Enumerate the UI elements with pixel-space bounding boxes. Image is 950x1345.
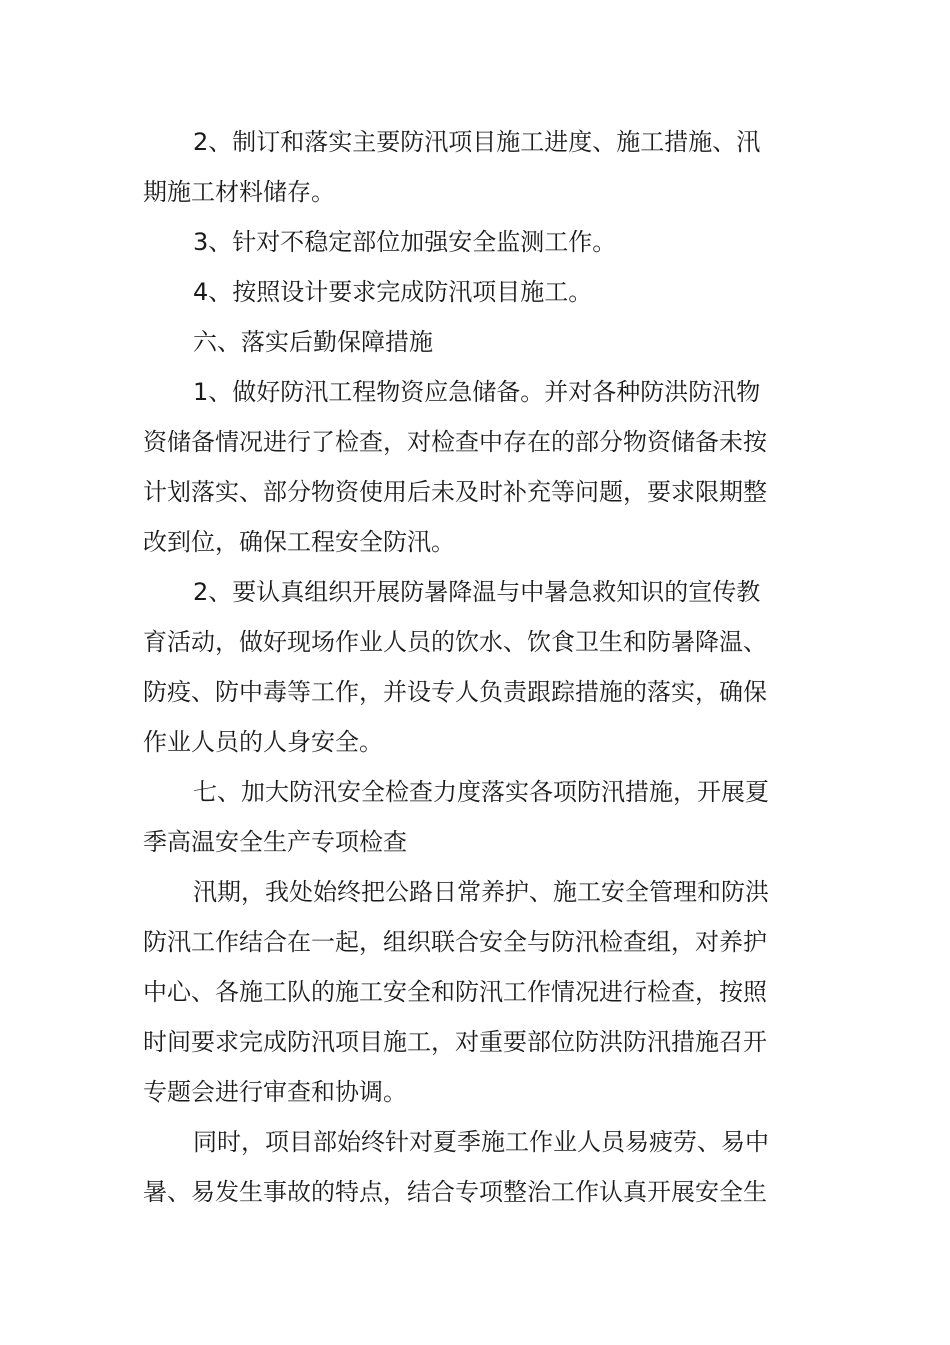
text-line: 作业人员的人身安全。 <box>143 728 383 756</box>
text-line: 汛期，我处始终把公路日常养护、施工安全管理和防洪 <box>193 878 769 906</box>
text-line: 3、针对不稳定部位加强安全监测工作。 <box>193 228 617 256</box>
text-line: 期施工材料储存。 <box>143 178 335 206</box>
text-line: 4、按照设计要求完成防汛项目施工。 <box>193 278 593 306</box>
text-line: 中心、各施工队的施工安全和防汛工作情况进行检查，按照 <box>143 978 767 1006</box>
text-line: 暑、易发生事故的特点，结合专项整治工作认真开展安全生 <box>143 1178 767 1206</box>
text-line: 资储备情况进行了检查，对检查中存在的部分物资储备未按 <box>143 428 767 456</box>
section-heading: 季高温安全生产专项检查 <box>143 828 407 856</box>
section-heading: 六、落实后勤保障措施 <box>193 328 433 356</box>
text-line: 防疫、防中毒等工作，并设专人负责跟踪措施的落实，确保 <box>143 678 767 706</box>
text-line: 1、做好防汛工程物资应急储备。并对各种防洪防汛物 <box>193 378 761 406</box>
text-line: 改到位，确保工程安全防汛。 <box>143 528 455 556</box>
section-heading: 七、加大防汛安全检查力度落实各项防汛措施，开展夏 <box>193 778 769 806</box>
text-line: 2、制订和落实主要防汛项目施工进度、施工措施、汛 <box>193 128 761 156</box>
text-line: 计划落实、部分物资使用后未及时补充等问题，要求限期整 <box>143 478 767 506</box>
text-line: 防汛工作结合在一起，组织联合安全与防汛检查组，对养护 <box>143 928 767 956</box>
text-line: 时间要求完成防汛项目施工，对重要部位防洪防汛措施召开 <box>143 1028 767 1056</box>
text-line: 育活动，做好现场作业人员的饮水、饮食卫生和防暑降温、 <box>143 628 767 656</box>
text-line: 2、要认真组织开展防暑降温与中暑急救知识的宣传教 <box>193 578 761 606</box>
text-line: 同时，项目部始终针对夏季施工作业人员易疲劳、易中 <box>193 1128 769 1156</box>
text-line: 专题会进行审查和协调。 <box>143 1078 407 1106</box>
